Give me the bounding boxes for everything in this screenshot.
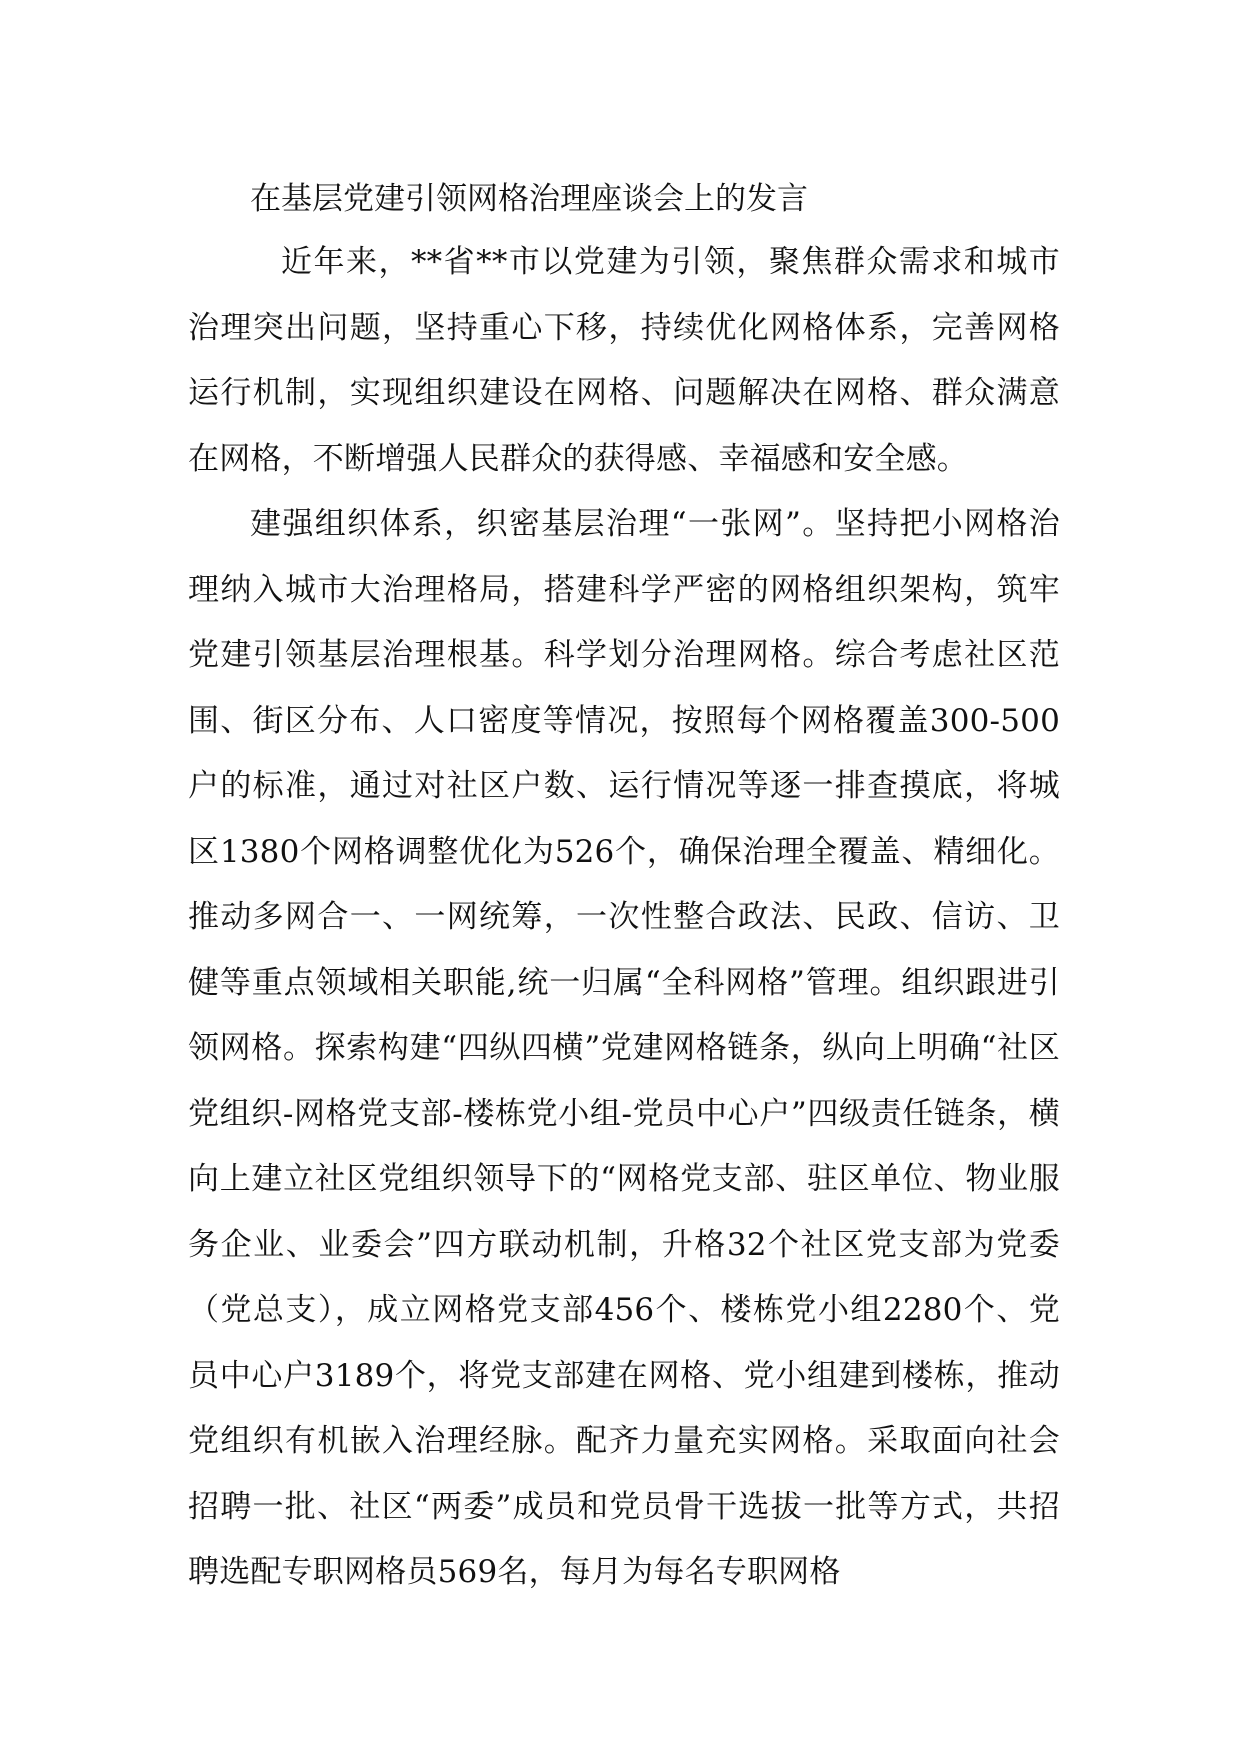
document-title: 在基层党建引领网格治理座谈会上的发言 [250,181,808,217]
document-body [188,168,1060,1606]
paragraph-organization-system: 建强组织体系，织密基层治理“一张网”。坚持把小网格治理纳入城市大治理格局，搭建科学严密的网格组织架构，筑牢党建引领基层治理根基。科学划分治理网格。综合考虑社区范围、街区分布、人口密度等情况，按照每个网格覆盖300-500户的标准，通过对社区户数、运行情况等逐一排查摸底，将城区1380个网格调整优化为526个，确保治理全覆盖、精细化。推动多网合一、一网统筹，一次性整合政法、民政、信访、卫健等重点领域相关职能,统一归属“全科网格”管理。组织跟进引领网格。探索构建“四纵四横”党建网格链条，纵向上明确“社区党组织-网格党支部-楼栋党小组-党员中心户”四级责任链条，横向上建立社区党组织领导下的“网格党支部、驻区单位、物业服务企业、业委会”四方联动机制，升格32个社区党支部为党委（党总支），成立网格党支部456个、楼栋党小组2280个、党员中心户3189个，将党支部建在网格、党小组建到楼栋，推动党组织有机嵌入治理经脉。配齐力量充实网格。采取面向社会招聘一批、社区“两委”成员和党员骨干选拔一批等方式，共招聘选配专职网格员569名，每月为每名专职网格 [188,506,1060,1590]
paragraph-intro: 近年来，**省**市以党建为引领，聚焦群众需求和城市治理突出问题，坚持重心下移，持续优化网格体系，完善网格运行机制，实现组织建设在网格、问题解决在网格、群众满意在网格，不断增强人民群众的获得感、幸福感和安全感。 [188,244,1060,477]
